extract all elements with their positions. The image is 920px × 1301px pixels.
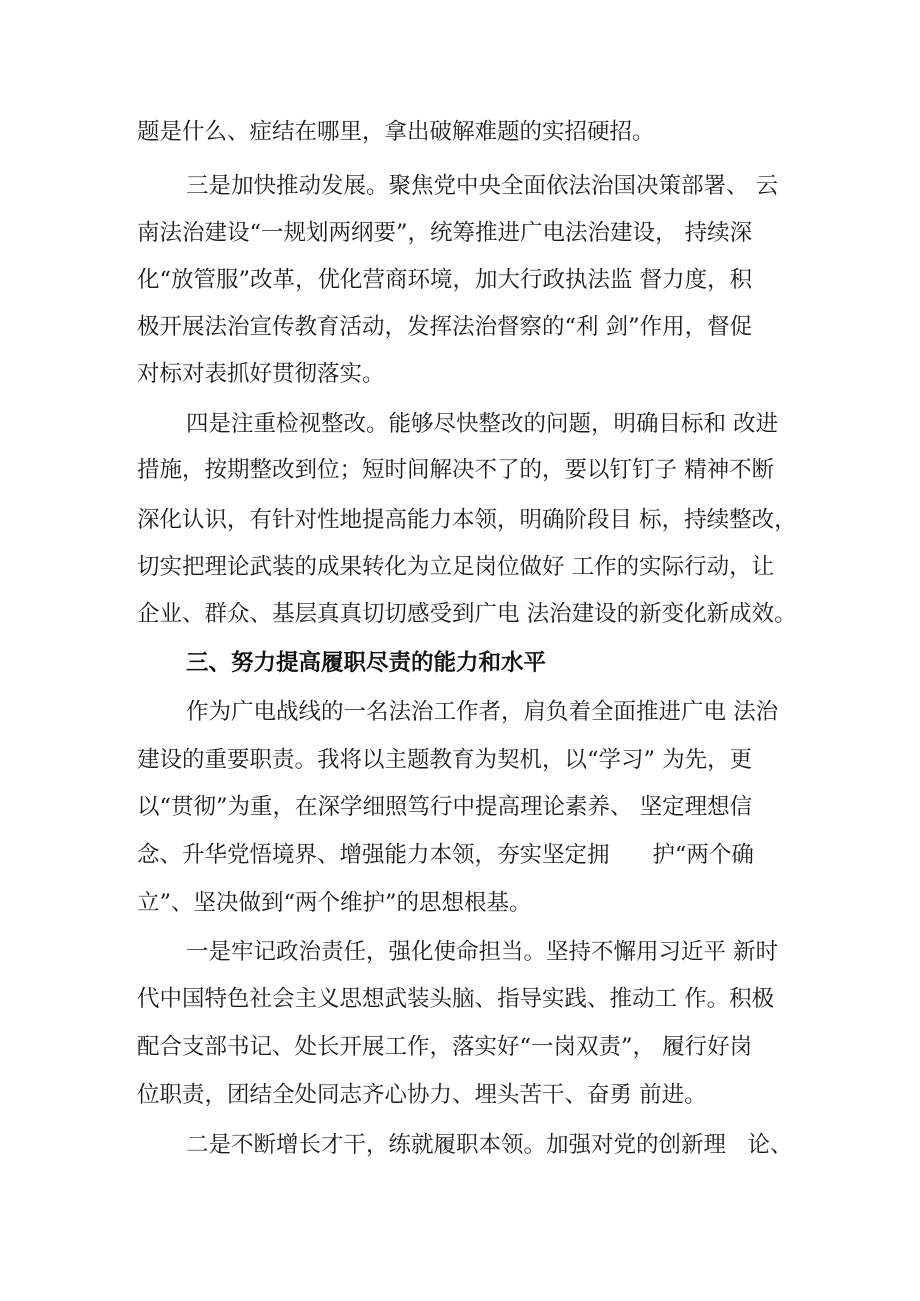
- text-line: 立”、坚决做到“两个维护”的思想根基。: [137, 890, 532, 916]
- paragraph-start: 四是注重检视整改。能够尽快整改的问题，明确目标和 改进: [186, 411, 779, 437]
- text-line: 以“贯彻”为重，在深学细照笃行中提高理论素养、 坚定理想信: [137, 794, 753, 820]
- text-line: 深化认识，有针对性地提高能力本领，明确阶段目 标，持续整改，: [137, 507, 797, 533]
- text-line: 南法治建设“一规划两纲要”，统筹推进广电法治建设， 持续深: [137, 220, 753, 246]
- paragraph-start: 二是不断增长才干，练就履职本领。加强对党的创新理 论、: [186, 1132, 793, 1158]
- text-line: 对标对表抓好贯彻落实。: [137, 361, 385, 387]
- text-line: 念、升华党悟境界、增强能力本领，夯实坚定拥 护“两个确: [137, 842, 754, 868]
- text-line: 化“放管服”改革，优化营商环境，加大行政执法监 督力度，积: [137, 267, 753, 293]
- paragraph-start: 一是牢记政治责任，强化使命担当。坚持不懈用习近平 新时: [186, 939, 779, 965]
- section-heading: 三、努力提高履职尽责的能力和水平: [186, 650, 547, 676]
- text-line: 切实把理论武装的成果转化为立足岗位做好 工作的实际行动，让: [137, 554, 775, 580]
- paragraph-start: 三是加快推动发展。聚焦党中央全面依法治国决策部署、 云: [186, 173, 779, 199]
- text-line: 代中国特色社会主义思想武装头脑、指导实践、推动工 作。积极: [137, 986, 775, 1012]
- text-line: 位职责，团结全处同志齐心协力、埋头苦干、奋勇 前进。: [137, 1082, 707, 1108]
- paragraph-start: 作为广电战线的一名法治工作者，肩负着全面推进广电 法治: [186, 699, 779, 725]
- text-line: 极开展法治宣传教育活动，发挥法治督察的“利 剑”作用，督促: [137, 314, 753, 340]
- text-line: 措施，按期整改到位；短时间解决不了的，要以钉钉子 精神不断: [137, 457, 775, 483]
- text-line: 建设的重要职责。我将以主题教育为契机，以“学习” 为先，更: [137, 747, 753, 773]
- text-line: 题是什么、症结在哪里，拿出破解难题的实招硬招。: [137, 119, 655, 145]
- text-line: 配合支部书记、处长开展工作，落实好“一岗双责”， 履行好岗: [137, 1034, 753, 1060]
- text-line: 企业、群众、基层真真切切感受到广电 法治建设的新变化新成效。: [137, 601, 797, 627]
